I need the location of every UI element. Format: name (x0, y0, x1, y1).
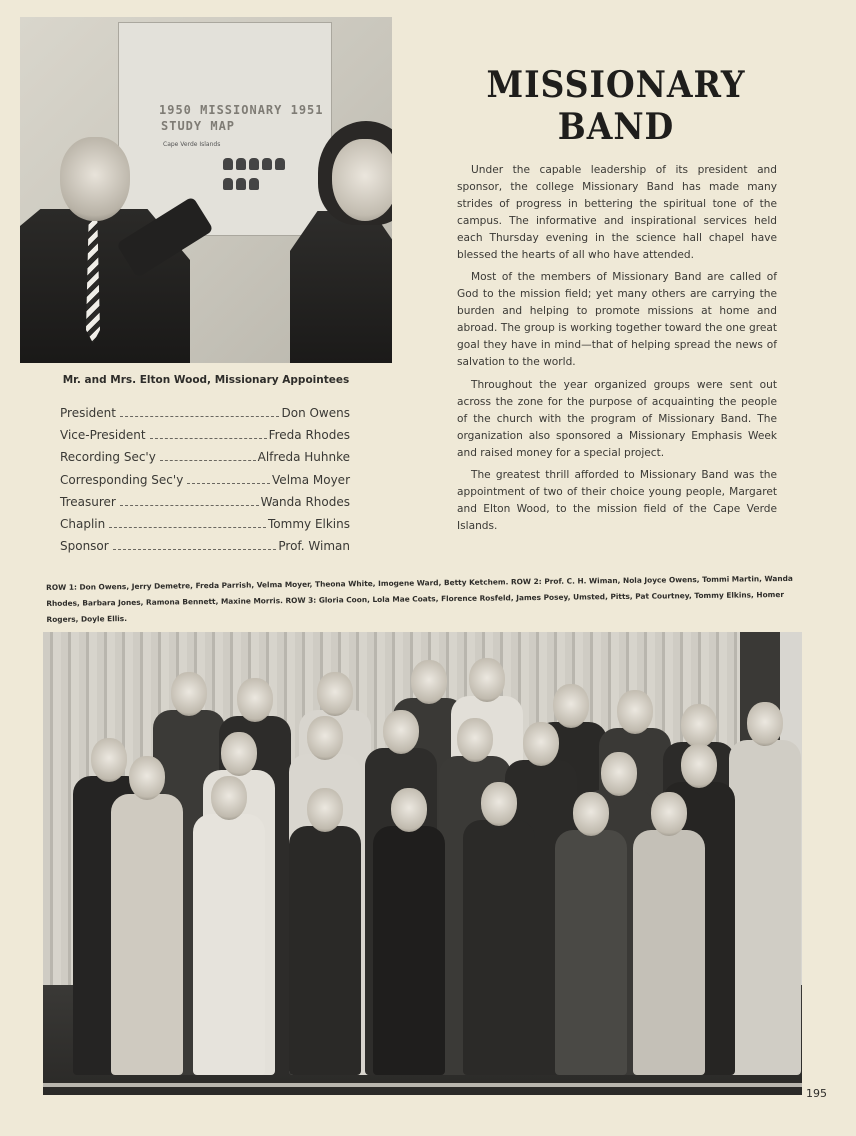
officer-name: Velma Moyer (272, 472, 350, 487)
group-member-head (651, 792, 687, 836)
group-member-body (555, 830, 627, 1075)
group-member-head (747, 702, 783, 746)
missionary-appointees-photo (20, 17, 392, 363)
officer-name: Don Owens (281, 406, 350, 420)
dotted-leader (120, 415, 280, 417)
dotted-leader (109, 526, 266, 528)
group-member-head (523, 722, 559, 766)
group-member-head (553, 684, 589, 728)
group-member-head (469, 658, 505, 702)
group-member-head (457, 718, 493, 762)
photo-stage-edge (43, 1083, 802, 1087)
woman-head (332, 139, 392, 221)
group-member-head (411, 660, 447, 704)
group-member-head (171, 672, 207, 716)
group-member-head (681, 704, 717, 748)
poster-islands-label: Cape Verde Islands (163, 141, 221, 148)
officer-role: Treasurer (60, 494, 116, 509)
group-member-head (129, 756, 165, 800)
group-member-head (221, 732, 257, 776)
officer-row (60, 428, 350, 450)
page-number: 195 (806, 1087, 827, 1100)
officer-name: Wanda Rhodes (260, 494, 350, 509)
group-member-head (617, 690, 653, 734)
group-member-head (307, 788, 343, 832)
group-member-head (481, 782, 517, 826)
group-member-head (383, 710, 419, 754)
group-member-body (729, 740, 801, 1075)
officer-row (60, 495, 350, 517)
officer-role: Recording Sec'y (60, 450, 156, 465)
poster-subtitle-line: STUDY MAP (161, 119, 236, 133)
group-member-head (91, 738, 127, 782)
officer-row (60, 517, 350, 539)
officer-row (60, 450, 350, 472)
officers-list (60, 406, 350, 561)
body-paragraph: Throughout the year organized groups were sent out across the zone for the purpose of acquainting the people of the church with the program of Missionary Band. The organization also sponsored a Missionary Emphasis Week and raised money for a special project. (457, 378, 777, 459)
dotted-leader (150, 437, 267, 439)
officer-role: Corresponding Sec'y (60, 472, 184, 487)
group-member-body (373, 826, 445, 1075)
group-member-head (681, 744, 717, 788)
group-member-head (391, 788, 427, 832)
officer-role: Vice-President (60, 428, 146, 443)
officer-role: Sponsor (60, 539, 109, 554)
officer-row (60, 539, 350, 561)
group-member-head (317, 672, 353, 716)
article-body (457, 162, 777, 541)
dotted-leader (160, 459, 256, 461)
group-member-head (211, 776, 247, 820)
study-map-poster (118, 22, 332, 236)
man-head (60, 137, 130, 221)
officer-name: Alfreda Huhnke (257, 450, 350, 465)
officer-name: Tommy Elkins (268, 516, 350, 531)
group-member-body (111, 794, 183, 1075)
poster-title-line: 1950 MISSIONARY 1951 (159, 103, 324, 117)
page-title: MISSIONARY BAND (486, 64, 746, 148)
body-paragraph: The greatest thrill afforded to Missionary Band was the appointment of two of their choice young people, Margaret and Elton Wood, to the mission field of the Cape Verde Islands. (457, 469, 777, 533)
poster-portraits-row (223, 155, 288, 174)
poster-portraits-row-2 (223, 175, 262, 194)
group-member-body (193, 814, 265, 1075)
group-photo (43, 632, 802, 1095)
body-paragraph: Under the capable leadership of its president and sponsor, the college Missionary Band has made many strides of progress in bettering the spiritual tone of the campus. The informative and inspirational services held each Thursday evening in the science hall chapel have blessed the hearts of all who have attended. (457, 164, 777, 261)
group-member-head (237, 678, 273, 722)
officer-row (60, 406, 350, 428)
group-member-body (289, 826, 361, 1075)
group-member-body (463, 820, 535, 1075)
dotted-leader (113, 548, 277, 550)
photo-caption: Mr. and Mrs. Elton Wood, Missionary Appointees (62, 374, 350, 386)
officer-row (60, 473, 350, 495)
officer-name: Freda Rhodes (268, 428, 350, 443)
dotted-leader (187, 482, 270, 484)
officer-name: Prof. Wiman (278, 539, 350, 554)
body-paragraph: Most of the members of Missionary Band are called of God to the mission field; yet many others are carrying the burden and helping to promote missions at home and abroad. The group is working together toward the one great goal they have in mind—that of helping spread the news of salvation to the world. (457, 271, 777, 368)
group-member-head (573, 792, 609, 836)
woman-figure (290, 211, 392, 363)
group-member-body (633, 830, 705, 1075)
group-member-head (307, 716, 343, 760)
group-member-head (601, 752, 637, 796)
group-photo-caption: ROW 1: Don Owens, Jerry Demetre, Freda Parrish, Velma Moyer, Theona White, Imogene Ward, Betty Ketchem. ROW 2: Prof. C. H. Wiman, Nola Joyce Owens, Tommi Martin, Wanda Rhodes, Barbara Jones, Ramona Bennett, Maxine Morris. ROW 3: Gloria Coon, Lola Mae Coats, Florence Rosfeld, James Posey, Umsted, Pitts, Pat Courtney, Tommy Elkins, Homer Rogers, Doyle Ellis. (46, 573, 793, 624)
officer-role: President (60, 406, 116, 420)
dotted-leader (120, 504, 259, 506)
officer-role: Chaplin (60, 516, 106, 531)
